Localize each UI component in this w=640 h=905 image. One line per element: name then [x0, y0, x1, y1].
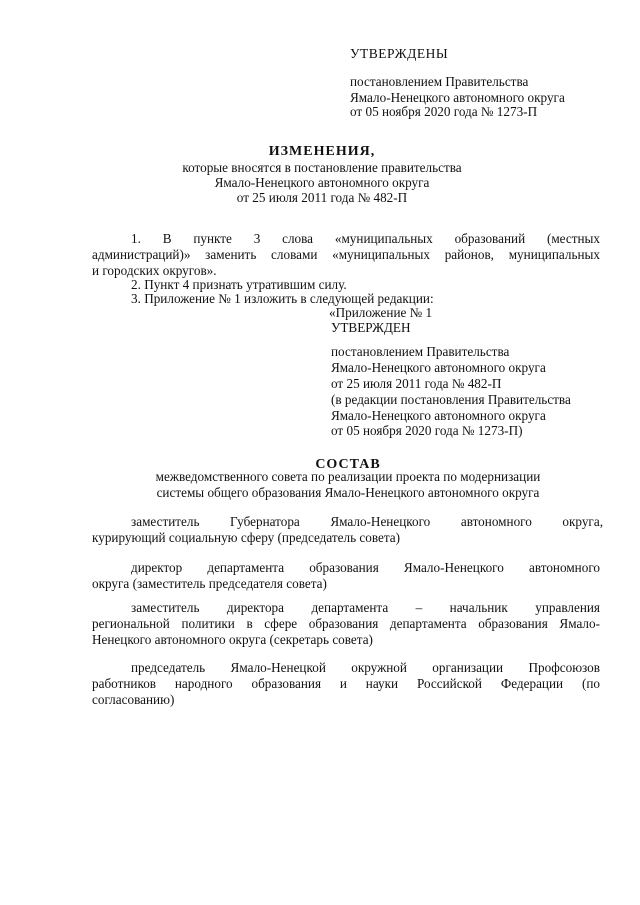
- member-line: председатель Ямало-Ненецкой окружной организации Профсоюзов: [131, 660, 600, 675]
- item-2: 2. Пункт 4 признать утратившим силу.: [131, 277, 347, 292]
- appendix-line: от 05 ноября 2020 года № 1273-П): [331, 423, 523, 438]
- item-1-line: 1. В пункте 3 слова «муниципальных образований (местных: [131, 231, 600, 246]
- title-subline: Ямало-Ненецкого автономного округа: [214, 175, 430, 190]
- appendix-line: постановлением Правительства: [331, 344, 510, 359]
- member-line: региональной политики в сфере образования департамента образования Ямало-: [92, 616, 600, 631]
- member-line: заместитель Губернатора Ямало-Ненецкого автономного округа,: [131, 514, 603, 529]
- appendix-label: «Приложение № 1: [329, 305, 433, 320]
- title-subline: от 25 июля 2011 года № 482-П: [236, 190, 408, 205]
- member-line: согласованию): [92, 692, 175, 707]
- title-subline: которые вносятся в постановление правительства: [182, 160, 462, 175]
- approval-line: от 05 ноября 2020 года № 1273-П: [350, 104, 538, 119]
- document-title: ИЗМЕНЕНИЯ,: [268, 144, 376, 159]
- member-line: курирующий социальную сферу (председатель совета): [92, 530, 401, 545]
- member-line: работников народного образования и науки Российской Федерации (по: [92, 676, 600, 691]
- member-line: округа (заместитель председателя совета): [92, 576, 327, 591]
- approval-line: Ямало-Ненецкого автономного округа: [350, 90, 565, 105]
- member-line: директор департамента образования Ямало-Ненецкого автономного: [131, 560, 600, 575]
- appendix-line: от 25 июля 2011 года № 482-П: [331, 376, 502, 391]
- member-line: Ненецкого автономного округа (секретарь совета): [92, 632, 373, 647]
- member-line: заместитель директора департамента – начальник управления: [131, 600, 600, 615]
- appendix-line: Ямало-Ненецкого автономного округа: [331, 408, 546, 423]
- approval-line: постановлением Правительства: [350, 74, 529, 89]
- appendix-approved: УТВЕРЖДЕН: [331, 320, 411, 335]
- item-1-line: администраций)» заменить словами «муниципальных районов, муниципальных: [92, 247, 600, 262]
- approval-title: УТВЕРЖДЕНЫ: [350, 46, 449, 61]
- appendix-line: (в редакции постановления Правительства: [331, 392, 571, 407]
- appendix-line: Ямало-Ненецкого автономного округа: [331, 360, 546, 375]
- composition-title: СОСТАВ: [315, 457, 381, 472]
- item-3: 3. Приложение № 1 изложить в следующей редакции:: [131, 291, 434, 306]
- item-1-line: и городских округов».: [92, 263, 217, 278]
- composition-subline: системы общего образования Ямало-Ненецкого автономного округа: [156, 485, 540, 500]
- composition-subline: межведомственного совета по реализации проекта по модернизации: [155, 469, 541, 484]
